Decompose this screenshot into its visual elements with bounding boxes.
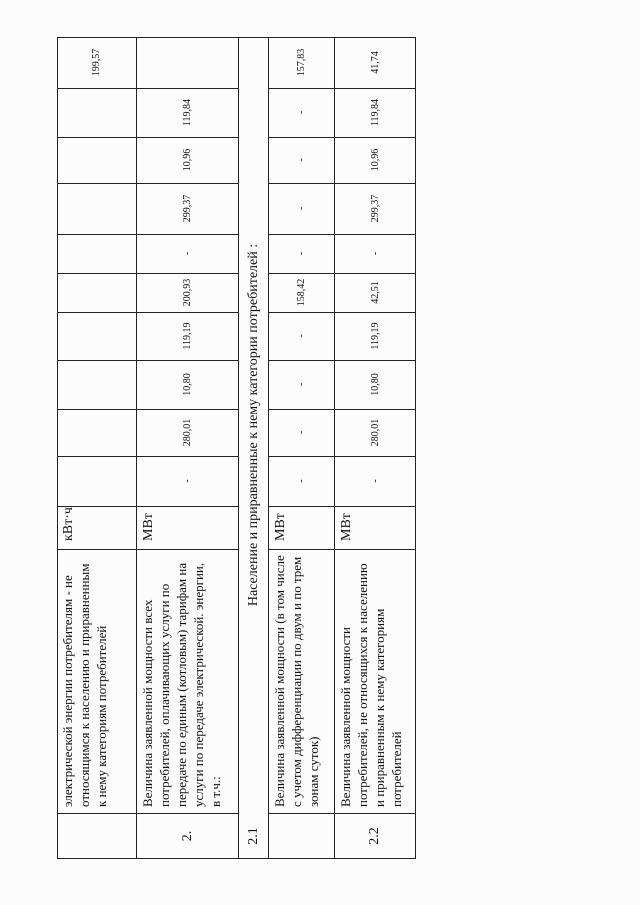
value-cell: [57, 312, 136, 360]
row21-index: 2.1: [245, 827, 261, 845]
value-cell: 158,42: [296, 278, 307, 307]
value-cell: -: [182, 479, 193, 483]
value-cell: -: [296, 110, 307, 115]
value-cell: 10,80: [369, 373, 381, 396]
value-cell: 299,37: [369, 194, 381, 223]
value-cell: 10,96: [182, 148, 193, 172]
row21-section-title: Население и приравненные к нему категории потребителей :: [245, 243, 261, 607]
value-cell: -: [182, 251, 193, 256]
row22-unit: МВт: [339, 513, 354, 541]
value-cell: -: [296, 430, 307, 435]
value-cell: 10,80: [182, 373, 193, 396]
value-cell: [57, 88, 136, 137]
value-cell: [57, 360, 136, 409]
value-cell: -: [296, 334, 307, 338]
value-cell: [57, 456, 136, 506]
value-cell: -: [296, 206, 307, 211]
value-cell: [137, 37, 238, 88]
row21-unit: МВт: [273, 513, 288, 541]
value-cell: -: [296, 479, 307, 483]
value-cell: 119,84: [182, 98, 193, 127]
row1-unit: кВт·ч: [61, 507, 76, 541]
value-cell: 119,19: [369, 322, 381, 350]
row1-name: электрической энергии потребителям - не относящимся к населению и приравненным к нему категориям потребителей: [60, 563, 109, 807]
row2-unit: МВт: [141, 513, 156, 541]
value-cell: -: [369, 479, 381, 483]
row21-name: Величина заявленной мощности (в том числе с учетом дифференциации по двум и по трем зонам суток): [272, 555, 321, 807]
value-cell: 41,74: [369, 51, 381, 74]
row22-name: Величина заявленной мощности потребителей, не относящихся к населению и приравненным к нему категориям потребителей: [338, 563, 404, 807]
value-cell: 280,01: [182, 418, 193, 447]
row2-index: 2.: [179, 830, 195, 842]
value-cell: 200,93: [182, 278, 193, 307]
value-cell: 10,96: [369, 148, 381, 172]
value-cell: 42,51: [369, 281, 381, 304]
value-cell: [57, 409, 136, 456]
value-cell: [57, 273, 136, 312]
value-cell: [57, 137, 136, 183]
value-cell: 119,84: [369, 98, 381, 127]
value-cell: -: [296, 158, 307, 162]
value-cell: [57, 234, 136, 273]
value-cell: -: [296, 251, 307, 256]
value-cell: 299,37: [182, 194, 193, 223]
value-cell: -: [369, 251, 381, 256]
value-cell: 119,19: [182, 322, 193, 350]
value-cell: [57, 183, 136, 234]
row22-index: 2.2: [367, 827, 382, 845]
value-cell: 199,57: [91, 48, 102, 77]
value-cell: -: [296, 382, 307, 387]
row2-name: Величина заявленной мощности всех потребителей, оплачивающих услуги по передаче по единым (котловым) тарифам на услуги по передаче электрической. энергии, в т.ч.:: [140, 562, 223, 807]
value-cell: 280,01: [369, 418, 381, 447]
value-cell: 157,83: [296, 48, 307, 77]
